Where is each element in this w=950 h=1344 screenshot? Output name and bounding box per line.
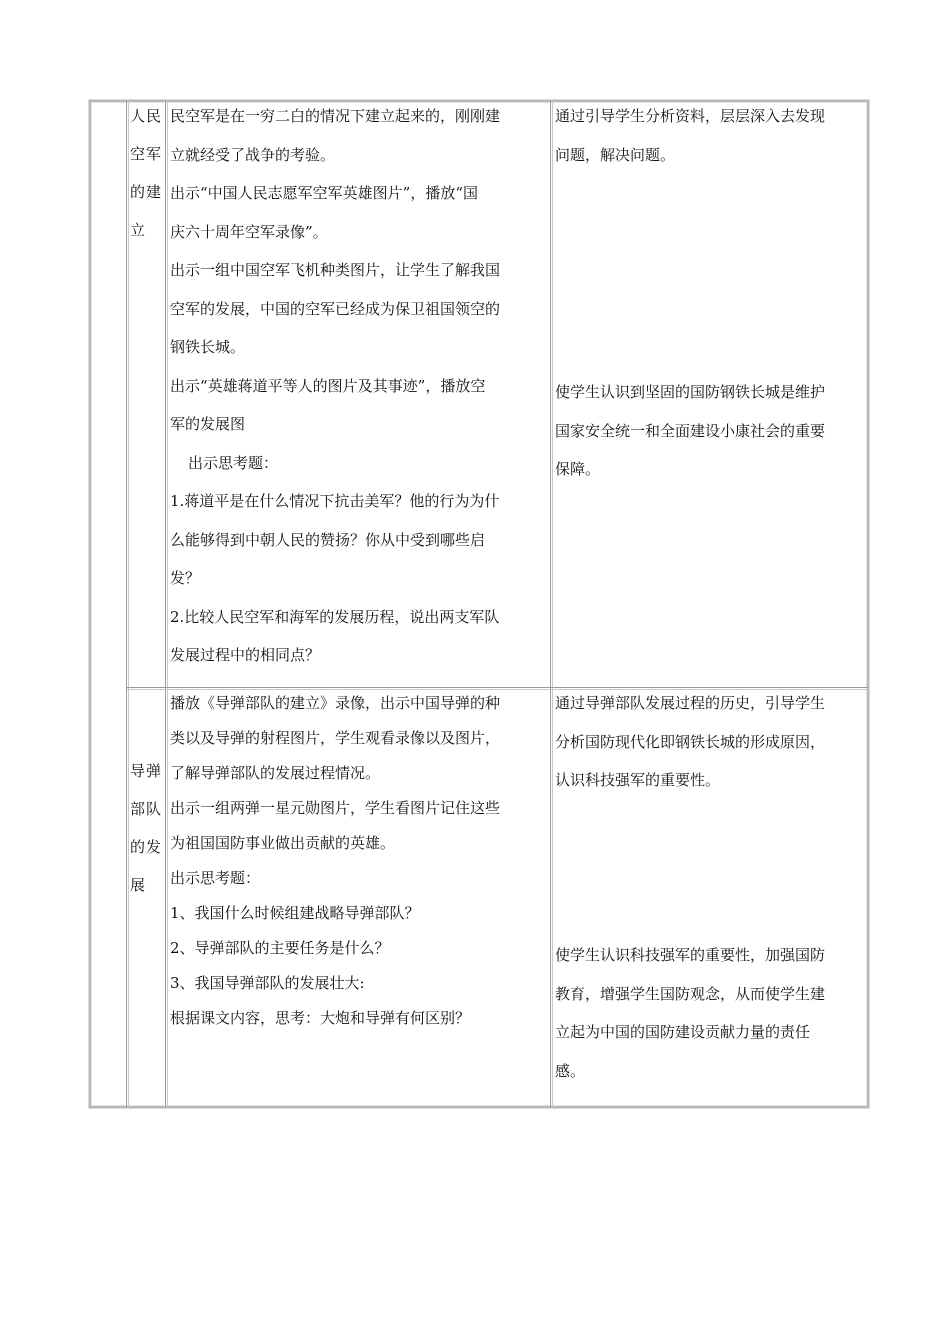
content-line: 出示思考题： <box>188 453 279 472</box>
note-line: 分析国防现代化即钢铁长城的形成原因， <box>555 732 826 751</box>
content-line: 发？ <box>170 569 201 587</box>
label-line: 展 <box>130 876 147 894</box>
note-line: 教育，增强学生国防观念，从而使学生建 <box>555 984 826 1003</box>
content-line: 3、我国导弹部队的发展壮大: <box>170 974 365 992</box>
content-line: 庆六十周年空军录像”。 <box>170 222 328 241</box>
content-line: 发展过程中的相同点？ <box>170 646 321 664</box>
content-line: 1.蒋道平是在什么情况下抗击美军？他的行为为什 <box>170 492 500 510</box>
content-line: 军的发展图 <box>170 415 246 433</box>
content-line: 出示一组中国空军飞机种类图片，让学生了解我国 <box>170 261 501 279</box>
label-line: 立 <box>130 221 147 239</box>
content-line: 为祖国国防事业做出贡献的英雄。 <box>170 834 396 852</box>
note-line: 立起为中国的国防建设贡献力量的责任 <box>555 1023 811 1041</box>
column-divider <box>126 101 127 1107</box>
note-line: 通过引导学生分析资料，层层深入去发现 <box>555 107 826 125</box>
note-line: 通过导弹部队发展过程的历史，引导学生 <box>555 694 826 712</box>
note-line: 使学生认识到坚固的国防钢铁长城是维护 <box>555 383 826 401</box>
note-line: 问题，解决问题。 <box>555 145 676 164</box>
content-line: 了解导弹部队的发展过程情况。 <box>170 764 381 782</box>
label-line: 空军 <box>130 145 163 163</box>
content-line: 类以及导弹的射程图片，学生观看录像以及图片， <box>170 729 501 747</box>
row-label-air-force <box>130 97 164 249</box>
content-line: 空军的发展，中国的空军已经成为保卫祖国领空的 <box>170 299 501 318</box>
row-content-air-force <box>170 97 548 675</box>
content-line: 出示“英雄蒋道平等人的图片及其事迹”，播放空 <box>170 376 486 395</box>
content-line: 出示一组两弹一星元勋图片，学生看图片记住这些 <box>170 799 501 817</box>
content-line: 播放《导弹部队的建立》录像，出示中国导弹的种 <box>170 694 501 712</box>
content-line: 出示“中国人民志愿军空军英雄图片”，播放“国 <box>170 184 479 202</box>
note-line: 感。 <box>555 1061 586 1080</box>
row-note-missile-force-1 <box>555 684 867 800</box>
row-label-missile-force <box>130 752 164 904</box>
content-line: 么能够得到中朝人民的赞扬？你从中受到哪些启 <box>170 530 486 549</box>
label-line: 的建 <box>130 183 163 201</box>
note-line: 国家安全统一和全面建设小康社会的重要 <box>555 421 826 440</box>
note-line: 使学生认识科技强军的重要性，加强国防 <box>555 946 826 964</box>
note-line: 认识科技强军的重要性。 <box>555 771 721 789</box>
content-line: 2、导弹部队的主要任务是什么？ <box>170 939 390 957</box>
row-note-air-force-1 <box>555 97 867 174</box>
note-line: 保障。 <box>555 460 601 478</box>
content-line: 钢铁长城。 <box>170 338 246 356</box>
content-line: 立就经受了战争的考验。 <box>170 145 336 164</box>
row-content-missile-force <box>170 686 548 1036</box>
label-line: 导弹 <box>130 762 163 780</box>
row-note-missile-force-2 <box>555 936 867 1090</box>
content-line: 1、我国什么时候组建战略导弹部队？ <box>170 904 420 922</box>
content-line: 民空军是在一穷二白的情况下建立起来的，刚刚建 <box>170 107 501 125</box>
content-line: 2.比较人民空军和海军的发展历程，说出两支军队 <box>170 607 500 626</box>
label-line: 部队 <box>130 800 163 818</box>
label-line: 的发 <box>130 838 163 856</box>
column-divider <box>550 101 551 1107</box>
row-note-air-force-2 <box>555 373 867 489</box>
content-line: 根据课文内容，思考：大炮和导弹有何区别？ <box>170 1009 471 1027</box>
label-line: 人民 <box>130 107 163 125</box>
column-divider <box>165 101 166 1107</box>
content-line: 出示思考题： <box>170 869 261 887</box>
